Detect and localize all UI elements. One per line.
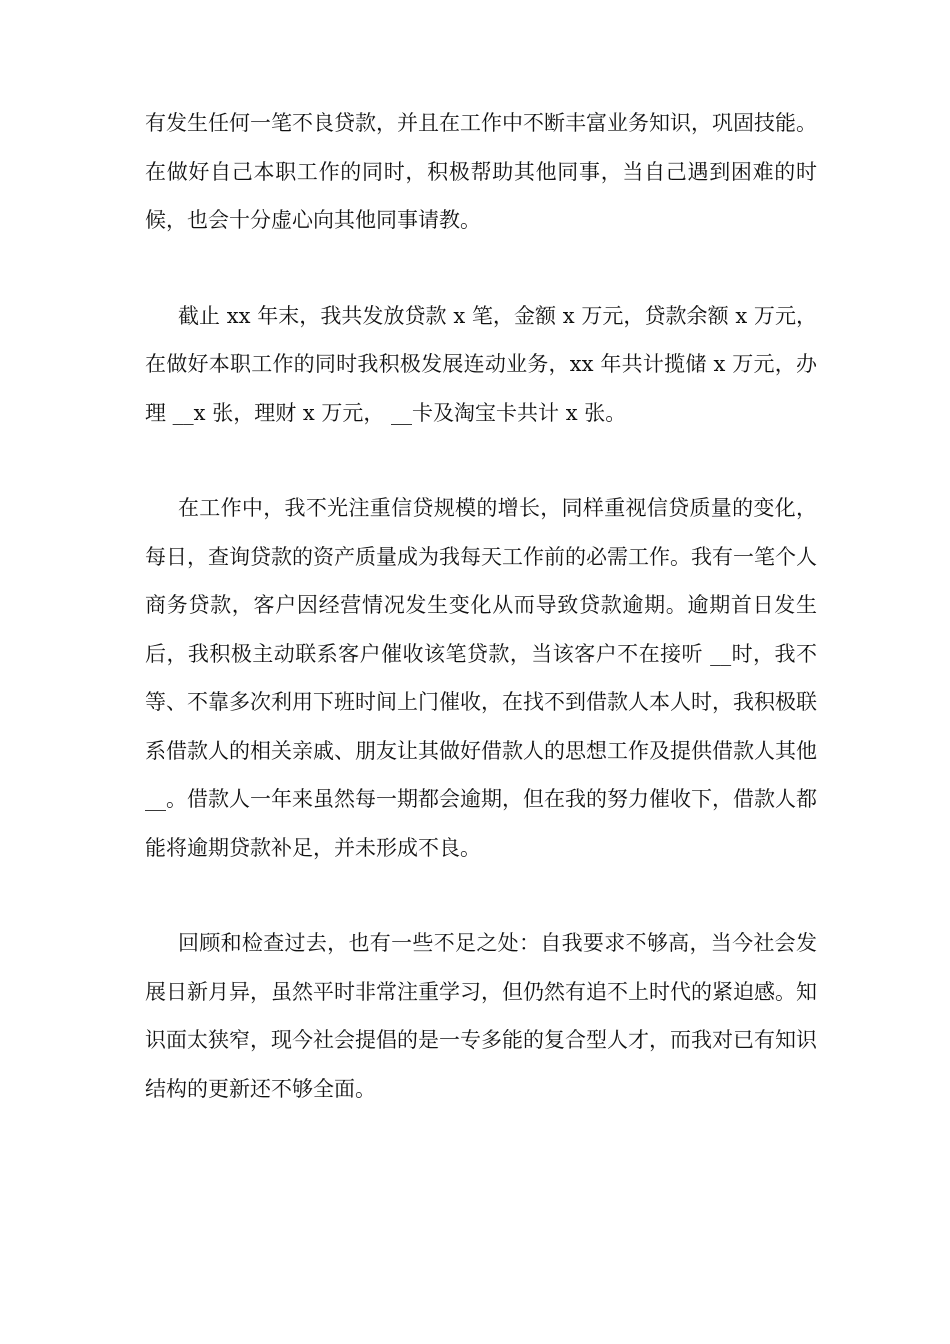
paragraph-gap [145,872,817,919]
paragraph-self-review: 回顾和检查过去，也有一些不足之处：自我要求不够高，当今社会发展日新月异，虽然平时非常注重学习，但仍然有追不上时代的紧迫感。知识面太狭窄，现今社会提倡的是一专多能的复合型人才，而我对已有知识结构的更新还不够全面。 [145,931,817,1101]
paragraph-continuation: 有发生任何一笔不良贷款，并且在工作中不断丰富业务知识，巩固技能。在做好自己本职工作的同时，积极帮助其他同事，当自己遇到困难的时候，也会十分虚心向其他同事请教。 [145,111,817,232]
paragraph-credit-quality: 在工作中，我不光注重信贷规模的增长，同样重视信贷质量的变化，每日，查询贷款的资产质量成为我每天工作前的必需工作。我有一笔个人商务贷款，客户因经营情况发生变化从而导致贷款逾期。逾期首日发生后，我积极主动联系客户催收该笔贷款，当该客户不在接听 __时，我不等、不靠多次利用下班时间上门催收，在找不到借款人本人时，我积极联系借款人的相关亲戚、朋友让其做好借款人的思想工作及提供借款人其他 __。借款人一年来虽然每一期都会逾期，但在我的努力催收下，借款人都能将逾期贷款补足，并未形成不良。 [145,496,817,860]
paragraph-gap [145,245,817,292]
paragraph-gap [145,437,817,484]
document-page [145,99,817,1113]
paragraph-loan-summary: 截止 xx 年末，我共发放贷款 x 笔，金额 x 万元，贷款余额 x 万元，在做好本职工作的同时我积极发展连动业务，xx 年共计揽储 x 万元，办理 __x 张，理财 x 万元， __卡及淘宝卡共计 x 张。 [145,303,817,425]
